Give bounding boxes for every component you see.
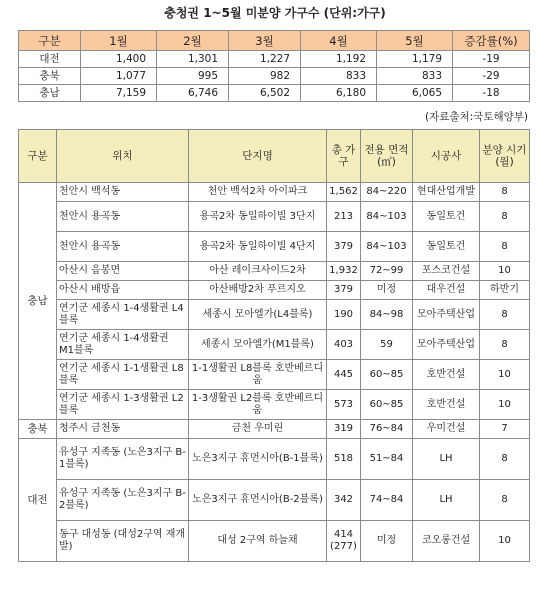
summary-header: 4월 [301, 31, 377, 51]
complex-cell: 금천 우미린 [189, 420, 327, 439]
area-cell: 72~99 [361, 262, 413, 281]
summary-header: 5월 [377, 31, 453, 51]
units-cell: 213 [327, 202, 361, 232]
detail-header: 전용 면적 (㎡) [361, 130, 413, 183]
summary-cell: -19 [453, 51, 530, 68]
detail-header-row [19, 130, 530, 183]
summary-cell: 7,159 [81, 85, 157, 102]
area-cell: 84~103 [361, 202, 413, 232]
location-cell: 천안시 용곡동 [57, 232, 189, 262]
complex-cell: 아산배방2차 푸르지오 [189, 281, 327, 300]
summary-cell: 대전 [19, 51, 81, 68]
summary-cell: 1,227 [229, 51, 301, 68]
region-cell: 대전 [19, 439, 57, 562]
table-row [19, 390, 530, 420]
detail-header: 위치 [57, 130, 189, 183]
sale-month-cell: 8 [480, 300, 530, 330]
summary-cell: 6,746 [157, 85, 229, 102]
sale-month-cell: 10 [480, 360, 530, 390]
units-cell: 403 [327, 330, 361, 360]
units-cell: 190 [327, 300, 361, 330]
area-cell: 미정 [361, 281, 413, 300]
complex-cell: 1-1생활권 L8블록 호반베르디움 [189, 360, 327, 390]
location-cell: 연기군 세종시 1-4생활권 L4블록 [57, 300, 189, 330]
area-cell: 84~103 [361, 232, 413, 262]
sale-month-cell: 하반기 [480, 281, 530, 300]
summary-cell: 1,179 [377, 51, 453, 68]
location-cell: 아산시 음봉면 [57, 262, 189, 281]
summary-cell: 1,301 [157, 51, 229, 68]
complex-cell: 용곡2차 동일하이빌 3단지 [189, 202, 327, 232]
complex-cell: 1-3생활권 L2블록 호반베르디움 [189, 390, 327, 420]
summary-row [19, 68, 530, 85]
complex-cell: 노은3지구 휴먼시아(B-1블록) [189, 439, 327, 480]
detail-header: 분양 시기 (월) [480, 130, 530, 183]
summary-cell: 6,502 [229, 85, 301, 102]
summary-row [19, 85, 530, 102]
table-row [19, 480, 530, 521]
summary-cell: 833 [377, 68, 453, 85]
summary-cell: 982 [229, 68, 301, 85]
sale-month-cell: 8 [480, 439, 530, 480]
location-cell: 동구 대성동 (대성2구역 재개발) [57, 521, 189, 562]
area-cell: 84~98 [361, 300, 413, 330]
location-cell: 유성구 지족동 (노은3지구 B-2블록) [57, 480, 189, 521]
table-row [19, 300, 530, 330]
complex-cell: 노은3지구 휴먼시아(B-2블록) [189, 480, 327, 521]
summary-header: 구분 [19, 31, 81, 51]
units-cell: 414 (277) [327, 521, 361, 562]
builder-cell: 현대산업개발 [413, 183, 480, 202]
summary-header-row [19, 31, 530, 51]
units-cell: 445 [327, 360, 361, 390]
sale-month-cell: 8 [480, 232, 530, 262]
summary-cell: 6,065 [377, 85, 453, 102]
units-cell: 379 [327, 232, 361, 262]
area-cell: 51~84 [361, 439, 413, 480]
complex-cell: 용곡2차 동일하이빌 4단지 [189, 232, 327, 262]
complex-cell: 천안 백석2차 아이파크 [189, 183, 327, 202]
detail-table [18, 129, 530, 562]
complex-cell: 아산 레이크사이드2차 [189, 262, 327, 281]
area-cell: 미정 [361, 521, 413, 562]
complex-cell: 세종시 모아엘가(M1블록) [189, 330, 327, 360]
table-row [19, 281, 530, 300]
sale-month-cell: 8 [480, 202, 530, 232]
location-cell: 유성구 지족동 (노은3지구 B-1블록) [57, 439, 189, 480]
table-row [19, 439, 530, 480]
builder-cell: 모아주택산업 [413, 300, 480, 330]
summary-cell: 1,192 [301, 51, 377, 68]
table-row [19, 420, 530, 439]
location-cell: 연기군 세종시 1-3생활권 L2블록 [57, 390, 189, 420]
units-cell: 1,932 [327, 262, 361, 281]
detail-header: 총 가구 [327, 130, 361, 183]
location-cell: 연기군 세종시 1-1생활권 L8블록 [57, 360, 189, 390]
summary-header: 2월 [157, 31, 229, 51]
units-cell: 379 [327, 281, 361, 300]
summary-cell: -29 [453, 68, 530, 85]
detail-header: 시공사 [413, 130, 480, 183]
builder-cell: LH [413, 439, 480, 480]
location-cell: 연기군 세종시 1-4생활권 M1블록 [57, 330, 189, 360]
table-row [19, 202, 530, 232]
units-cell: 573 [327, 390, 361, 420]
detail-header: 단지명 [189, 130, 327, 183]
area-cell: 59 [361, 330, 413, 360]
source-note: (자료출처:국토해양부) [424, 111, 528, 123]
summary-cell: 1,400 [81, 51, 157, 68]
complex-cell: 대성 2구역 하늘채 [189, 521, 327, 562]
page-title: 충청권 1~5월 미분양 가구수 (단위:가구) [164, 6, 386, 20]
summary-cell: -18 [453, 85, 530, 102]
units-cell: 319 [327, 420, 361, 439]
summary-cell: 충남 [19, 85, 81, 102]
summary-cell: 833 [301, 68, 377, 85]
builder-cell: 코오롱건설 [413, 521, 480, 562]
table-row [19, 360, 530, 390]
summary-header: 3월 [229, 31, 301, 51]
summary-cell: 6,180 [301, 85, 377, 102]
summary-row [19, 51, 530, 68]
table-row [19, 183, 530, 202]
units-cell: 1,562 [327, 183, 361, 202]
table-row [19, 232, 530, 262]
region-cell: 충북 [19, 420, 57, 439]
summary-cell: 1,077 [81, 68, 157, 85]
summary-cell: 995 [157, 68, 229, 85]
units-cell: 518 [327, 439, 361, 480]
region-cell: 충남 [19, 183, 57, 420]
detail-header: 구분 [19, 130, 57, 183]
location-cell: 아산시 배방읍 [57, 281, 189, 300]
builder-cell: 우미건설 [413, 420, 480, 439]
builder-cell: 호반건설 [413, 390, 480, 420]
table-row [19, 330, 530, 360]
table-row [19, 521, 530, 562]
builder-cell: 포스코건설 [413, 262, 480, 281]
area-cell: 74~84 [361, 480, 413, 521]
area-cell: 84~220 [361, 183, 413, 202]
sale-month-cell: 8 [480, 183, 530, 202]
builder-cell: 동일토건 [413, 232, 480, 262]
location-cell: 천안시 용곡동 [57, 202, 189, 232]
area-cell: 60~85 [361, 390, 413, 420]
builder-cell: 대우건설 [413, 281, 480, 300]
table-row [19, 262, 530, 281]
builder-cell: 동일토건 [413, 202, 480, 232]
summary-header: 1월 [81, 31, 157, 51]
summary-cell: 충북 [19, 68, 81, 85]
sale-month-cell: 8 [480, 330, 530, 360]
location-cell: 천안시 백석동 [57, 183, 189, 202]
sale-month-cell: 7 [480, 420, 530, 439]
units-cell: 342 [327, 480, 361, 521]
builder-cell: 호반건설 [413, 360, 480, 390]
complex-cell: 세종시 모아엘가(L4블록) [189, 300, 327, 330]
sale-month-cell: 10 [480, 262, 530, 281]
builder-cell: 모아주택산업 [413, 330, 480, 360]
location-cell: 청주시 금천동 [57, 420, 189, 439]
sale-month-cell: 10 [480, 521, 530, 562]
summary-table [18, 30, 530, 102]
sale-month-cell: 8 [480, 480, 530, 521]
summary-header: 증감률(%) [453, 31, 530, 51]
sale-month-cell: 10 [480, 390, 530, 420]
area-cell: 60~85 [361, 360, 413, 390]
builder-cell: LH [413, 480, 480, 521]
area-cell: 76~84 [361, 420, 413, 439]
